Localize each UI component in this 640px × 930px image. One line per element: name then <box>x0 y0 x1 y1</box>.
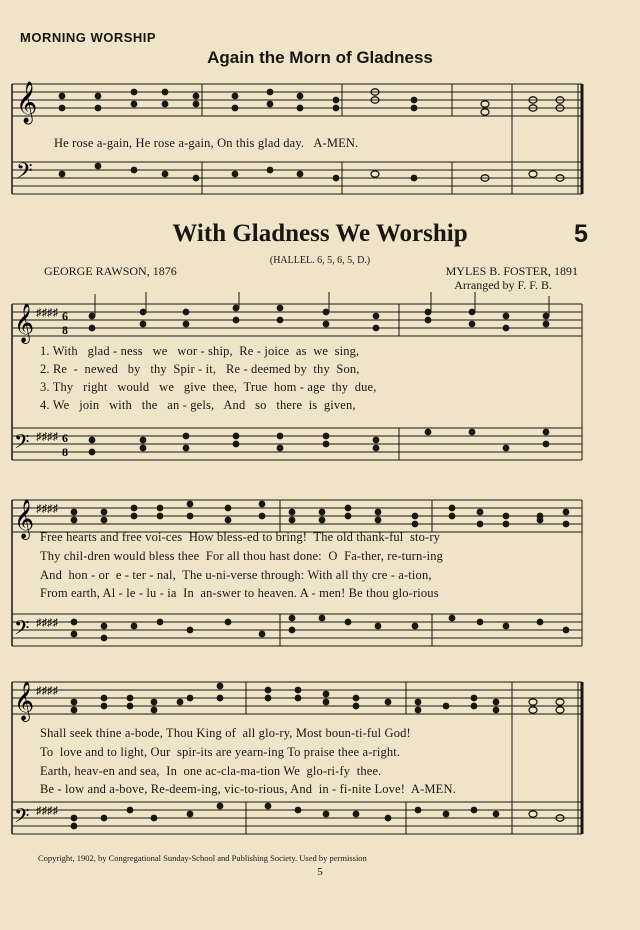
bass-clef-icon: 𝄢 <box>16 159 33 189</box>
treble-clef-icon: 𝄞 <box>14 303 35 343</box>
hymn-number: 5 <box>574 220 588 248</box>
words-author: GEORGE RAWSON, 1876 <box>44 264 177 278</box>
treble-clef-icon: 𝄞 <box>16 82 38 123</box>
page-number: 5 <box>317 866 323 878</box>
verse-line-s1-2: 2. Re - newed by thy Spir - it, Re - deemed by thy Son, <box>40 362 360 376</box>
tune-name: (HALLEL. 6, 5, 6, 5, D.) <box>269 255 371 266</box>
prev-hymn-lyric: He rose a-gain, He rose a-gain, On this glad day. A-MEN. <box>54 136 359 150</box>
music-composer: MYLES B. FOSTER, 1891 <box>445 264 578 278</box>
svg-text:♯♯♯♯: ♯♯♯♯ <box>36 617 58 629</box>
bass-clef-icon: 𝄢 <box>14 616 30 644</box>
treble-clef-icon: 𝄞 <box>14 499 35 539</box>
svg-text:♯♯♯♯: ♯♯♯♯ <box>36 685 58 697</box>
svg-text:8: 8 <box>62 445 68 459</box>
time-signature: 6 <box>62 309 68 323</box>
svg-text:♯♯♯♯: ♯♯♯♯ <box>36 431 58 443</box>
verse-line-s1-4: 4. We join with the an - gels, And so there is given, <box>40 398 356 412</box>
key-signature-icon: ♯♯♯♯ <box>36 307 58 319</box>
verse-line-s3-1: Shall seek thine a-bode, Thou King of all glo-ry, Most boun-ti-ful God! <box>40 726 411 740</box>
svg-text:8: 8 <box>62 323 68 337</box>
prev-hymn-title: Again the Morn of Gladness <box>207 48 433 67</box>
verse-line-s1-1: 1. With glad - ness we wor - ship, Re - joice as we sing, <box>40 344 360 358</box>
verse-line-s2-1: Free hearts and free voi-ces How bless-ed to bring! The old thank-ful sto-ry <box>40 530 441 544</box>
verse-line-s2-2: Thy chil-dren would bless thee For all thou hast done: O Fa-ther, re-turn-ing <box>40 549 444 563</box>
arranger: Arranged by F. F. B. <box>454 278 552 292</box>
verse-line-s3-3: Earth, heav-en and sea, In one ac-cla-ma-tion We glo-ri-fy thee. <box>40 764 382 778</box>
bass-clef-icon: 𝄢 <box>14 430 30 458</box>
verse-line-s1-3: 3. Thy right would we give thee, True hom - age thy due, <box>40 380 377 394</box>
svg-text:6: 6 <box>62 431 68 445</box>
svg-text:♯♯♯♯: ♯♯♯♯ <box>36 503 58 515</box>
copyright-notice: Copyright, 1902, by Congregational Sunday-School and Publishing Society. Used by permission <box>38 853 367 863</box>
verse-line-s3-2: To love and to light, Our spir-its are yearn-ing To praise thee a-right. <box>40 745 401 759</box>
treble-clef-icon: 𝄞 <box>14 681 35 721</box>
bass-clef-icon: 𝄢 <box>14 804 30 832</box>
svg-text:♯♯♯♯: ♯♯♯♯ <box>36 805 58 817</box>
verse-line-s2-3: And hon - or e - ter - nal, The u-ni-verse through: With all thy cre - a-tion, <box>40 568 432 582</box>
verse-line-s3-4: Be - low and a-bove, Re-deem-ing, vic-to-rious, And in - fi-nite Love! A-MEN. <box>40 782 456 796</box>
hymn-title: With Gladness We Worship <box>172 220 468 247</box>
verse-line-s2-4: From earth, Al - le - lu - ia In an-swer to heaven. A - men! Be thou glo-rious <box>40 586 439 600</box>
section-header: MORNING WORSHIP <box>20 30 157 45</box>
